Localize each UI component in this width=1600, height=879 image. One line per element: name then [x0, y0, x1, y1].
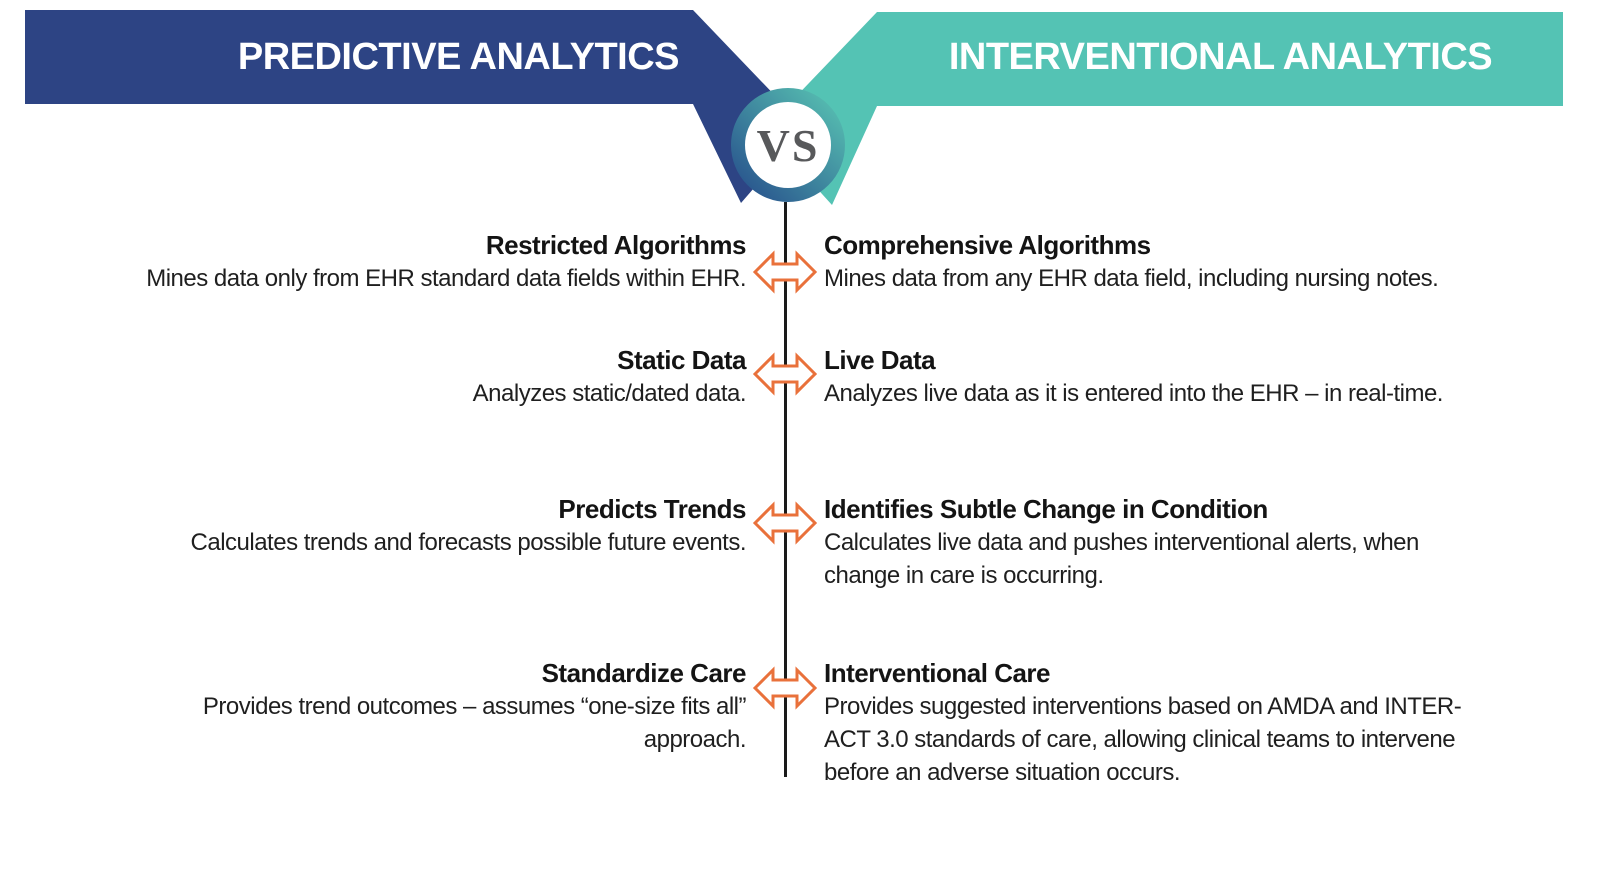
predictive-cell [0, 492, 746, 559]
vs-badge: VS [756, 119, 820, 171]
item-body: Provides trend outcomes – assumes “one-size fits all” approach. [202, 693, 746, 753]
double-arrow-icon [753, 250, 817, 294]
double-arrow-shape [755, 505, 815, 541]
double-arrow-shape [755, 670, 815, 706]
item-title: Standardize Care [541, 658, 746, 688]
item-title: Comprehensive Algorithms [824, 230, 1151, 260]
item-body: Analyzes live data as it is entered into the EHR – in real-time. [824, 380, 1443, 407]
double-arrow-shape [755, 254, 815, 290]
left-banner-title: PREDICTIVE ANALYTICS [237, 36, 679, 78]
interventional-cell [824, 343, 1584, 410]
interventional-cell [824, 492, 1584, 592]
interventional-cell [824, 656, 1584, 789]
item-body: Analyzes static/dated data. [472, 380, 746, 407]
item-body: Calculates live data and pushes interventional alerts, when change in care is occurring. [824, 529, 1419, 589]
double-arrow-icon [753, 501, 817, 545]
double-arrow-icon [753, 352, 817, 396]
item-title: Restricted Algorithms [485, 230, 746, 260]
right-banner-title: INTERVENTIONAL ANALYTICS [948, 36, 1493, 78]
item-body: Calculates trends and forecasts possible future events. [190, 529, 746, 556]
item-title: Predicts Trends [558, 494, 746, 524]
item-title: Identifies Subtle Change in Condition [824, 494, 1268, 524]
item-body: Provides suggested interventions based on AMDA and INTER- ACT 3.0 standards of care, allowing clinical teams to intervene before an adverse situation occurs. [824, 693, 1462, 786]
double-arrow-icon [753, 666, 817, 710]
item-title: Interventional Care [824, 658, 1051, 688]
predictive-cell [0, 228, 746, 295]
item-body: Mines data only from EHR standard data fields within EHR. [146, 265, 746, 292]
interventional-cell [824, 228, 1584, 295]
item-title: Static Data [617, 345, 746, 375]
predictive-cell [0, 656, 746, 756]
item-body: Mines data from any EHR data field, including nursing notes. [824, 265, 1439, 292]
item-title: Live Data [824, 345, 936, 375]
double-arrow-shape [755, 356, 815, 392]
predictive-cell [0, 343, 746, 410]
